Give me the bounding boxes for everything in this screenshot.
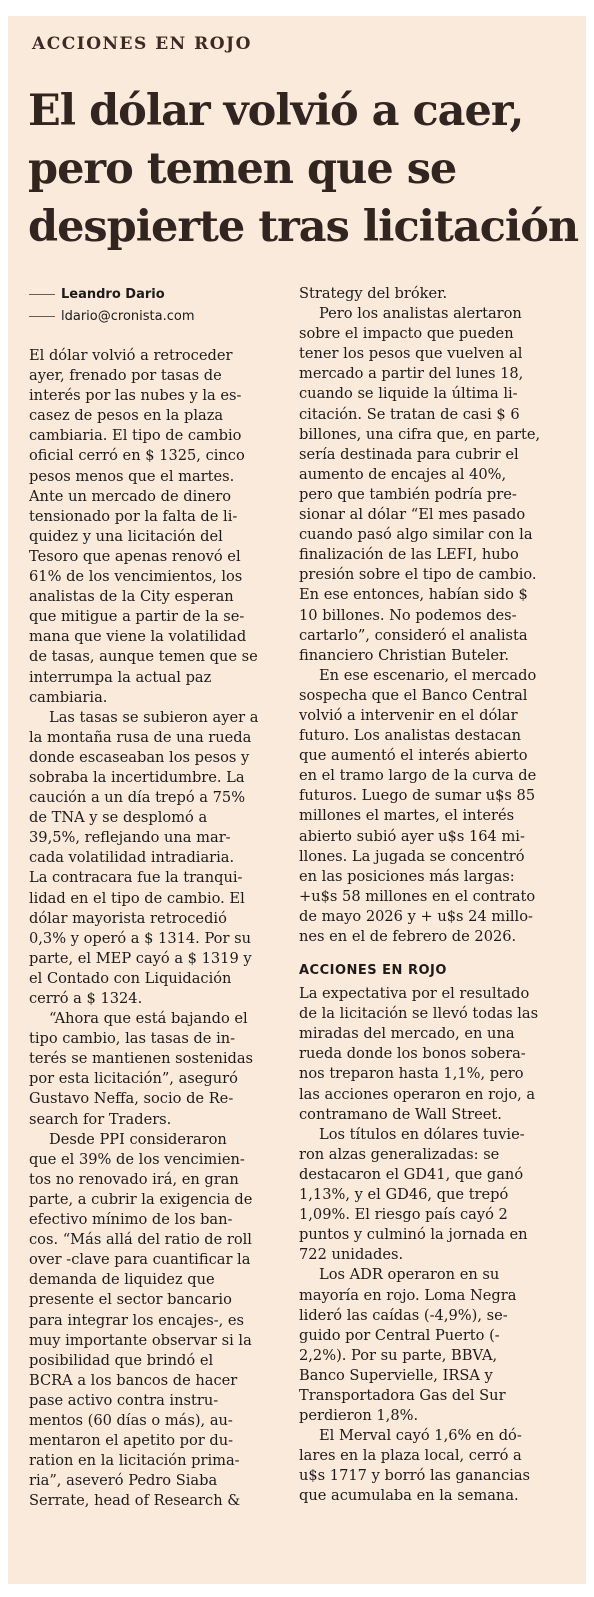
text-line: contramano de Wall Street. <box>299 1105 502 1123</box>
text-line: la montaña rusa de una rueda <box>29 728 252 746</box>
text-line: sobraba la incertidumbre. La <box>29 768 245 786</box>
text-line: futuro. Los analistas destacan <box>299 727 522 745</box>
text-line: en el tramo largo de la curva de <box>299 767 537 785</box>
text-line: de la licitación se llevó todas las <box>299 1005 539 1023</box>
text-line: que el 39% de los vencimien- <box>29 1150 245 1168</box>
text-line: terés se mantienen sostenidas <box>29 1050 254 1068</box>
headline-line: despierte tras licitación <box>28 202 579 252</box>
headline-line: El dólar volvió a caer, <box>28 86 524 136</box>
text-line: tos no renovado irá, en gran <box>29 1170 239 1188</box>
text-line: En ese escenario, el mercado <box>319 666 537 684</box>
text-line: en las posiciones más largas: <box>299 867 515 885</box>
text-line: 2,2%). Por su parte, BBVA, <box>299 1346 498 1364</box>
text-line: nos treparon hasta 1,1%, pero <box>299 1065 524 1083</box>
text-line: ration en la licitación prima- <box>29 1452 240 1470</box>
paragraph <box>299 666 561 947</box>
text-line: 61% de los vencimientos, los <box>29 568 243 586</box>
text-line: abierto subió ayer u$s 164 mi- <box>299 827 525 845</box>
text-line: destacaron el GD41, que ganó <box>299 1165 524 1183</box>
text-line: parte, el MEP cayó a $ 1319 y <box>29 949 252 967</box>
text-line: nes en el de febrero de 2026. <box>299 928 517 945</box>
text-line: presente el sector bancario <box>29 1291 232 1309</box>
text-line: billones, una cifra que, en parte, <box>299 425 541 443</box>
byline <box>29 284 291 328</box>
text-line: Los títulos en dólares tuvie- <box>319 1125 525 1143</box>
text-line: el Contado con Liquidación <box>29 969 232 987</box>
text-line: Transportadora Gas del Sur <box>299 1386 506 1404</box>
text-line: Desde PPI consideraron <box>49 1130 227 1148</box>
text-line: citación. Se tratan de casi $ 6 <box>299 405 520 423</box>
article <box>8 16 586 1584</box>
paragraph <box>29 708 291 1009</box>
text-line: demanda de liquidez que <box>29 1271 215 1289</box>
byline-rule <box>29 294 55 295</box>
text-line: de mayo 2026 y + u$s 24 millo- <box>299 907 533 925</box>
text-line: 1,13%, y el GD46, que trepó <box>299 1186 509 1204</box>
paragraph <box>29 346 291 708</box>
section-kicker: ACCIONES EN ROJO <box>32 34 252 54</box>
author-email[interactable]: ldario@cronista.com <box>61 309 195 324</box>
text-line: cambiaria. <box>29 688 108 706</box>
text-line: Las tasas se subieron ayer a <box>49 708 259 726</box>
text-line: ron alzas generalizadas: se <box>299 1145 500 1163</box>
text-line: Pero los analistas alertaron <box>319 305 522 323</box>
text-line: +u$s 58 millones en el contrato <box>299 887 536 905</box>
text-line: tener los pesos que vuelven al <box>299 345 523 363</box>
section-subhead: ACCIONES EN ROJO <box>299 963 447 979</box>
text-line: search for Traders. <box>29 1110 172 1128</box>
text-line: muy importante observar si la <box>29 1331 252 1349</box>
text-line: pero que también podría pre- <box>299 485 517 503</box>
text-line: cuando se liquide la última li- <box>299 385 518 403</box>
paragraph <box>299 1265 561 1426</box>
text-line: Tesoro que apenas renovó el <box>29 547 241 565</box>
author-name: Leandro Dario <box>61 287 165 302</box>
text-line: que mitigue a partir de la se- <box>29 608 245 626</box>
text-line: mana que viene la volatilidad <box>29 628 247 646</box>
text-line: Strategy del bróker. <box>299 285 448 302</box>
text-line: las acciones operaron en rojo, a <box>299 1085 536 1103</box>
text-line: “Ahora que está bajando el <box>49 1010 248 1028</box>
text-line: lidad en el tipo de cambio. El <box>29 889 245 907</box>
text-line: mentaron el apetito por du- <box>29 1432 234 1450</box>
text-line: interés por las nubes y la es- <box>29 387 242 405</box>
text-line: que acumulaba en la semana. <box>299 1487 519 1505</box>
text-line: lideró las caídas (-4,9%), se- <box>299 1306 508 1324</box>
text-line: para integrar los encajes-, es <box>29 1311 245 1329</box>
text-line: oficial cerró en $ 1325, cinco <box>29 447 245 465</box>
text-line: 10 billones. No podemos des- <box>299 606 517 624</box>
paragraph <box>299 284 561 304</box>
text-line: dólar mayorista retrocedió <box>29 909 227 927</box>
headline <box>28 82 579 256</box>
text-line: Gustavo Neffa, socio de Re- <box>29 1090 234 1108</box>
text-line: 1,09%. El riesgo país cayó 2 <box>299 1206 508 1224</box>
text-line: guido por Central Puerto (- <box>299 1326 500 1344</box>
text-line: ria”, aseveró Pedro Siaba <box>29 1472 218 1490</box>
text-line: futuros. Luego de sumar u$s 85 <box>299 787 536 805</box>
headline-line: pero temen que se <box>28 144 457 194</box>
text-line: parte, a cubrir la exigencia de <box>29 1190 253 1208</box>
text-line: Serrate, head of Research & <box>29 1492 241 1510</box>
right-body-bottom <box>299 984 561 1506</box>
text-line: sionar al dólar “El mes pasado <box>299 506 526 524</box>
text-line: caución a un día trepó a 75% <box>29 789 246 807</box>
text-line: cuando pasó algo similar con la <box>299 526 533 544</box>
text-line: tipo cambio, las tasas de in- <box>29 1030 236 1048</box>
text-line: llones. La jugada se concentró <box>299 847 525 865</box>
text-line: de TNA y se desplomó a <box>29 809 208 827</box>
text-line: La expectativa por el resultado <box>299 985 530 1003</box>
text-line: pase activo contra instru- <box>29 1391 219 1409</box>
text-line: El Merval cayó 1,6% en dó- <box>319 1427 522 1445</box>
text-line: BCRA a los bancos de hacer <box>29 1371 238 1389</box>
text-line: 0,3% y operó a $ 1314. Por su <box>29 929 251 947</box>
text-line: sospecha que el Banco Central <box>299 686 528 704</box>
text-line: En ese entonces, habían sido $ <box>299 586 528 604</box>
left-column <box>29 284 291 1511</box>
text-line: que aumentó el interés abierto <box>299 747 528 765</box>
text-line: perdieron 1,8%. <box>299 1407 419 1425</box>
text-line: El dólar volvió a retroceder <box>29 347 233 364</box>
text-line: 39,5%, reflejando una mar- <box>29 829 231 847</box>
paragraph <box>29 1009 291 1130</box>
text-line: ayer, frenado por tasas de <box>29 367 222 385</box>
paragraph <box>29 1130 291 1512</box>
text-line: quidez y una licitación del <box>29 527 223 545</box>
text-line: cartarlo”, consideró el analista <box>299 626 528 644</box>
text-line: millones el martes, el interés <box>299 807 515 825</box>
text-line: La contracara fue la tranqui- <box>29 869 243 887</box>
text-line: analistas de la City esperan <box>29 588 234 606</box>
text-line: cada volatilidad intradiaria. <box>29 849 235 867</box>
text-line: Banco Supervielle, IRSA y <box>299 1366 493 1384</box>
paragraph <box>299 1426 561 1506</box>
text-line: finalización de las LEFI, hubo <box>299 546 519 564</box>
text-line: rueda donde los bonos sobera- <box>299 1045 526 1063</box>
text-line: Los ADR operaron en su <box>319 1266 500 1284</box>
text-line: posibilidad que brindó el <box>29 1351 214 1369</box>
text-line: u$s 1717 y borró las ganancias <box>299 1467 531 1485</box>
text-line: 722 unidades. <box>299 1246 404 1264</box>
right-column <box>299 284 561 1507</box>
left-body <box>29 346 291 1511</box>
text-line: mayoría en rojo. Loma Negra <box>299 1286 517 1304</box>
text-line: donde escaseaban los pesos y <box>29 748 250 766</box>
text-line: aumento de encajes al 40%, <box>299 465 507 483</box>
text-line: Ante un mercado de dinero <box>29 487 232 505</box>
paragraph <box>299 304 561 666</box>
text-line: presión sobre el tipo de cambio. <box>299 566 537 584</box>
text-line: cambiaria. El tipo de cambio <box>29 427 242 445</box>
text-line: over -clave para cuantificar la <box>29 1251 251 1269</box>
text-line: sobre el impacto que pueden <box>299 325 514 343</box>
text-line: miradas del mercado, en una <box>299 1025 515 1043</box>
paragraph <box>299 984 561 1125</box>
text-line: financiero Christian Buteler. <box>299 646 510 664</box>
text-line: puntos y culminó la jornada en <box>299 1226 528 1244</box>
text-line: mercado a partir del lunes 18, <box>299 365 524 383</box>
paragraph <box>299 1125 561 1266</box>
text-line: casez de pesos en la plaza <box>29 407 224 425</box>
text-line: de tasas, aunque temen que se <box>29 648 258 666</box>
right-body-top <box>299 284 561 947</box>
byline-rule <box>29 316 55 317</box>
text-line: lares en la plaza local, cerró a <box>299 1447 522 1465</box>
text-line: efectivo mínimo de los ban- <box>29 1211 233 1229</box>
text-line: por esta licitación”, aseguró <box>29 1070 238 1088</box>
text-line: interrumpa la actual paz <box>29 668 212 686</box>
text-line: cos. “Más allá del ratio de roll <box>29 1231 252 1249</box>
text-line: tensionado por la falta de li- <box>29 507 238 525</box>
text-line: mentos (60 días o más), au- <box>29 1411 233 1429</box>
text-line: volvió a intervenir en el dólar <box>299 706 518 724</box>
text-line: pesos menos que el martes. <box>29 467 235 485</box>
text-line: sería destinada para cubrir el <box>299 445 519 463</box>
text-line: cerró a $ 1324. <box>29 990 143 1007</box>
